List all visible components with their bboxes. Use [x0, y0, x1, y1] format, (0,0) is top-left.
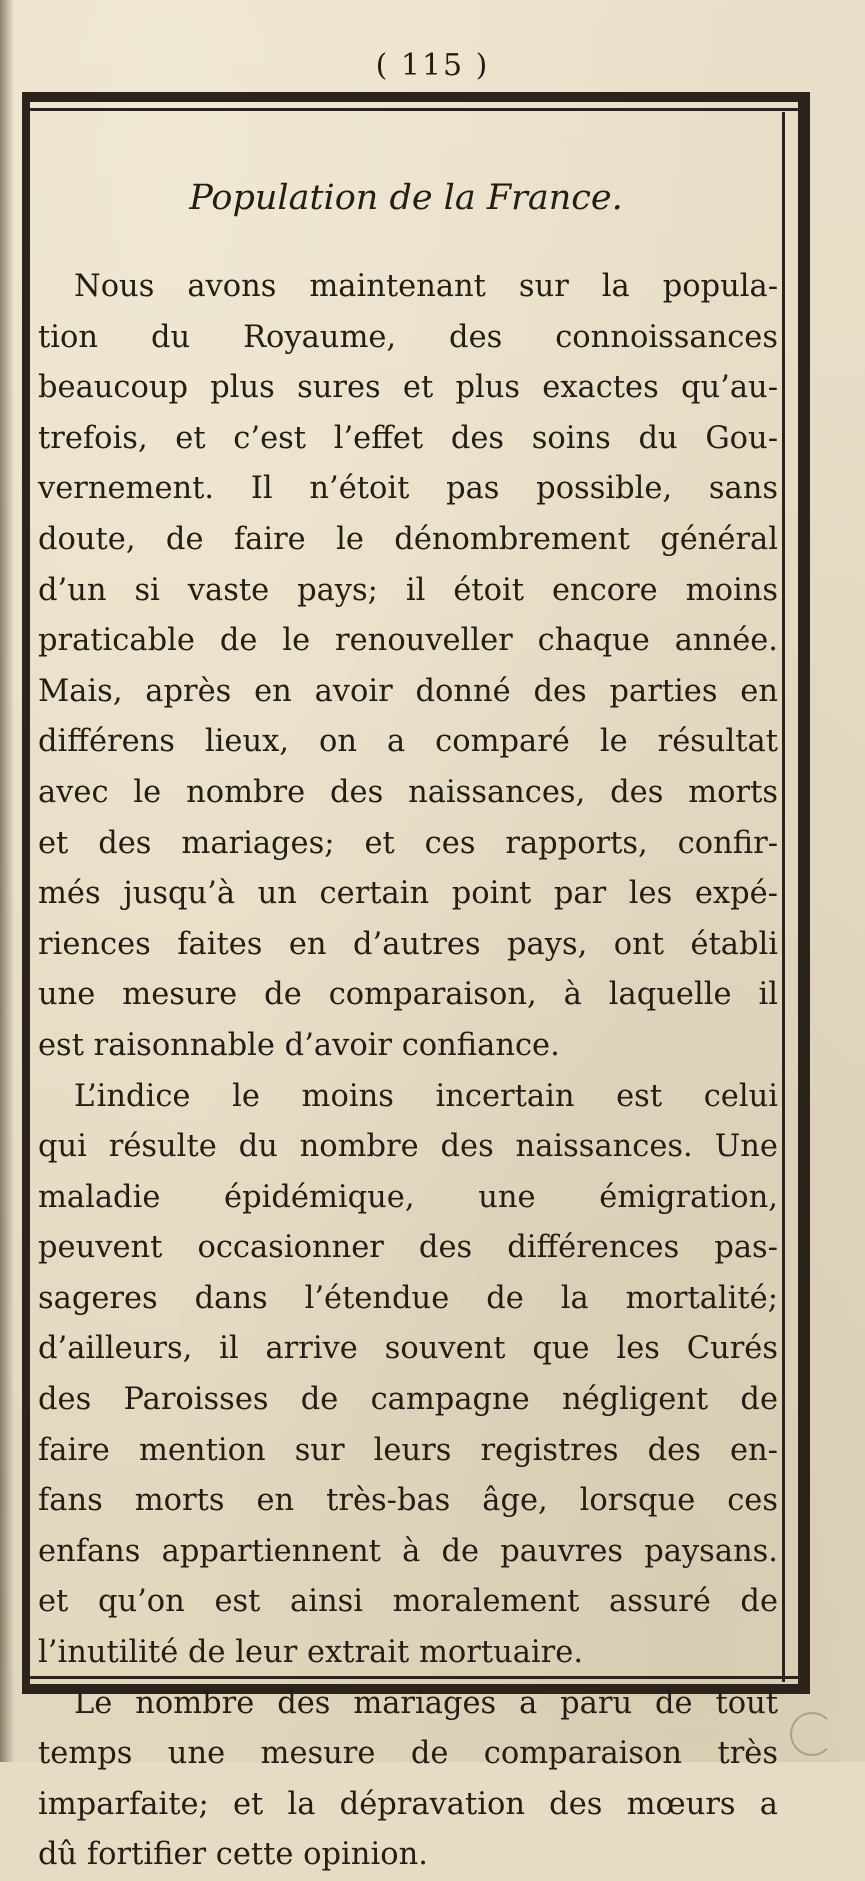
text-line: faire mention sur leurs registres des en-	[38, 1432, 778, 1468]
text-line: Nous avons maintenant sur la popula-	[74, 269, 778, 304]
text-line: peuvent occasionner des différences pas-	[38, 1230, 778, 1266]
text-line: sageres dans l’étendue de la mortalité;	[38, 1280, 778, 1316]
text-line: Le nombre des mariages a paru de tout	[74, 1685, 778, 1721]
frame-rule-top-thick	[22, 92, 810, 102]
text-line: différens lieux, on a comparé le résultat	[38, 724, 778, 760]
text-line: d’un si vaste pays; il étoit encore moins	[38, 572, 778, 608]
text-line: d’ailleurs, il arrive souvent que les Curés	[38, 1331, 778, 1367]
text-line: qui résulte du nombre des naissances. Une	[38, 1129, 778, 1165]
text-line: riences faites en d’autres pays, ont établi	[38, 926, 778, 962]
frame-rule-right-inner	[782, 112, 785, 1682]
page-number: ( 115 )	[375, 48, 490, 83]
text-line: est raisonnable d’avoir confiance.	[38, 1027, 560, 1063]
text-line: des Paroisses de campagne négligent de	[38, 1382, 778, 1418]
text-line: temps une mesure de comparaison très	[38, 1736, 778, 1772]
text-line: dû fortifier cette opinion.	[38, 1837, 428, 1873]
text-line: imparfaite; et la dépravation des mœurs a	[38, 1786, 778, 1822]
text-line: trefois, et c’est l’effet des soins du Gou-	[38, 420, 778, 456]
text-line: doute, de faire le dénombrement général	[38, 521, 778, 557]
text-line: maladie épidémique, une émigration,	[38, 1179, 778, 1215]
paper-stain	[790, 1712, 834, 1756]
frame-rule-left	[22, 92, 30, 1692]
text-line: vernement. Il n’étoit pas possible, sans	[38, 471, 778, 507]
text-line: praticable de le renouveller chaque année.	[38, 623, 778, 659]
text-line: Mais, après en avoir donné des parties en	[38, 673, 778, 709]
text-line: l’inutilité de leur extrait mortuaire.	[38, 1635, 584, 1671]
text-line: beaucoup plus sures et plus exactes qu’au-	[38, 370, 778, 406]
text-line: fans morts en très-bas âge, lorsque ces	[38, 1483, 778, 1519]
text-line: et qu’on est ainsi moralement assuré de	[38, 1584, 778, 1620]
frame-rule-top-thin	[22, 108, 810, 111]
text-line: avec le nombre des naissances, des morts	[38, 774, 778, 810]
text-line: més jusqu’à un certain point par les expé-	[38, 876, 778, 912]
text-line: une mesure de comparaison, à laquelle il	[38, 977, 778, 1013]
text-line: et des mariages; et ces rapports, confir-	[38, 825, 778, 861]
body-text	[38, 262, 778, 1881]
text-line: enfans appartiennent à de pauvres paysans.	[38, 1533, 778, 1569]
gutter-shadow	[0, 0, 14, 1762]
text-line: tion du Royaume, des connoissances	[38, 319, 778, 355]
frame-rule-right-outer	[798, 100, 810, 1692]
text-line: L’indice le moins incertain est celui	[74, 1078, 778, 1114]
section-title: Population de la France.	[189, 178, 623, 218]
